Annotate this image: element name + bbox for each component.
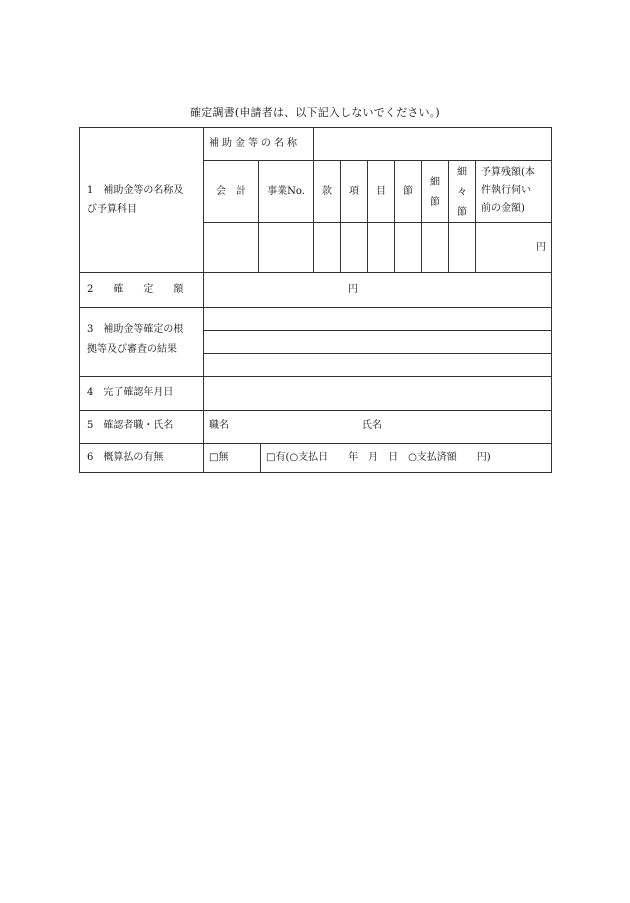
row6-label: 6 概算払の有無 <box>87 452 164 463</box>
confirmation-table <box>79 127 552 473</box>
budget-unit: 円 <box>536 242 546 253</box>
grid-line <box>258 160 259 273</box>
subsidy-name-header: 補助金等の名称 <box>209 138 300 149</box>
grid-line <box>80 410 552 411</box>
grid-line <box>367 160 368 273</box>
grid-line <box>313 160 314 273</box>
col-header-jigyo-no: 事業No. <box>267 186 305 197</box>
grid-line <box>203 353 552 354</box>
col-header-moku: 目 <box>376 186 386 197</box>
grid-line <box>475 160 476 273</box>
row1-label-line2: び予算科目 <box>87 204 137 215</box>
grid-line <box>260 443 261 473</box>
row4-label: 4 完了確認年月日 <box>87 387 174 398</box>
confirmed-amount-unit: 円 <box>348 284 358 295</box>
name-label: 氏名 <box>362 420 382 431</box>
grid-line <box>80 307 552 308</box>
col-header-ko: 項 <box>349 186 359 197</box>
row1-label-line1: 1 補助金等の名称及 <box>87 185 184 196</box>
document-title: 確定調書(申請者は、以下記入しないでください。) <box>190 106 440 119</box>
grid-line <box>80 376 552 377</box>
grid-line <box>203 128 204 473</box>
col-header-saisetsu: 細 節 <box>430 177 440 208</box>
prepayment-no-checkbox[interactable]: □無 <box>209 452 229 463</box>
col-header-saisaisetsu: 細 々 節 <box>457 167 467 218</box>
grid-line <box>313 128 314 161</box>
post-label: 職名 <box>209 420 229 431</box>
grid-line <box>203 160 552 161</box>
grid-line <box>203 330 552 331</box>
col-header-kaikei: 会 計 <box>216 186 246 197</box>
col-header-budget-balance: 予算残額(本 件執行伺い 前の金額) <box>481 167 535 214</box>
grid-line <box>80 272 552 273</box>
grid-line <box>394 160 395 273</box>
grid-line <box>203 222 552 223</box>
col-header-kan: 款 <box>322 186 332 197</box>
row5-label: 5 確認者職・氏名 <box>87 420 174 431</box>
prepayment-yes-checkbox[interactable]: □有(○支払日 年 月 日 ○支払済額 円) <box>266 452 491 463</box>
grid-line <box>340 160 341 273</box>
grid-line <box>80 443 552 444</box>
row3-label-line1: 3 補助金等確定の根 <box>87 324 184 335</box>
col-header-setsu: 節 <box>403 186 413 197</box>
row2-label: 2 確 定 額 <box>87 284 184 295</box>
row3-label-line2: 拠等及び審査の結果 <box>87 344 177 355</box>
